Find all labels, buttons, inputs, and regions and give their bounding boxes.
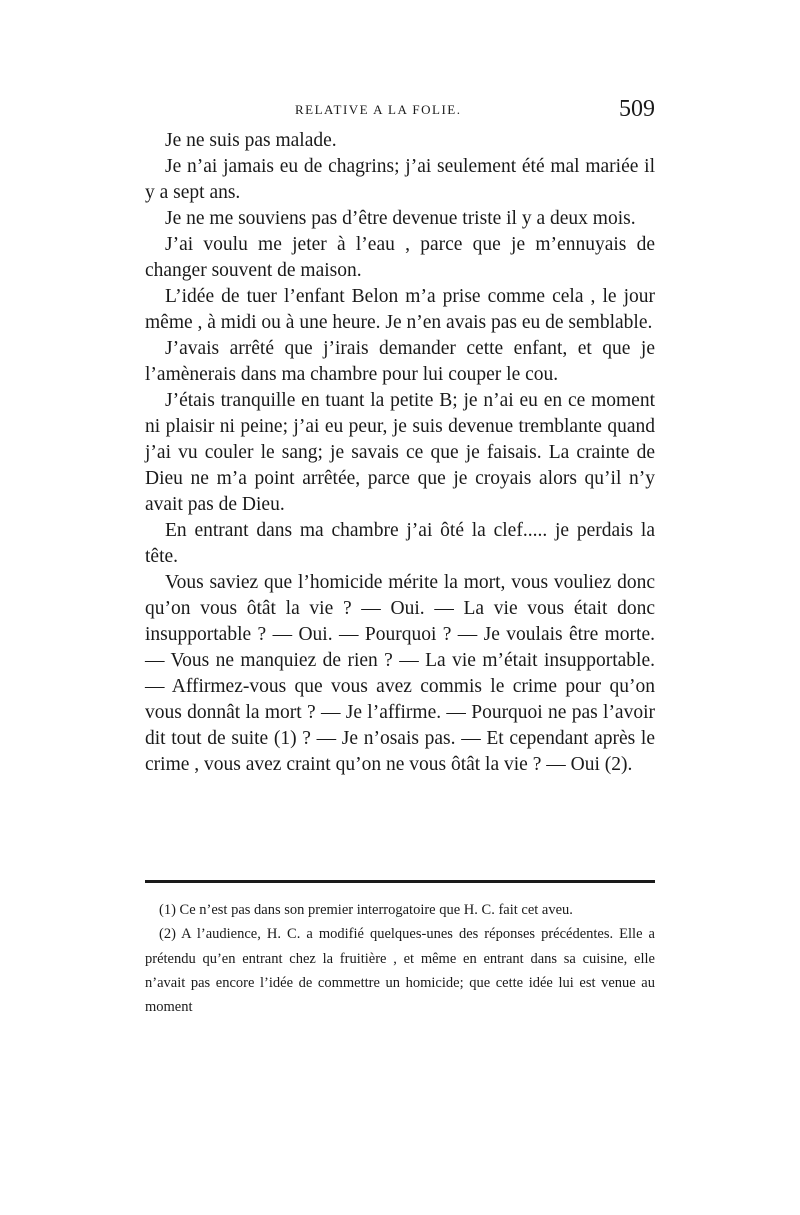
paragraph: Je ne me souviens pas d’être devenue triste il y a deux mois.: [165, 208, 636, 229]
footnotes: [145, 898, 655, 1019]
paragraph: J’étais tranquille en tuant la petite B; je n’ai eu en ce moment ni plaisir ni peine; j’ai eu peur, je suis devenue tremblante quand j’ai vu couler le sang; je savais ce que je faisais. La crainte de Dieu ne m’a point arrêtée, parce que je croyais alors qu’il n’y avait pas de Dieu.: [145, 390, 655, 515]
paragraph: En entrant dans ma chambre j’ai ôté la clef..... je perdais la tête.: [145, 520, 655, 567]
paragraph: Je ne suis pas malade.: [165, 130, 337, 151]
footnote-rule: [145, 880, 655, 883]
paragraph: J’ai voulu me jeter à l’eau , parce que je m’ennuyais de changer souvent de maison.: [145, 234, 655, 281]
paragraph: Je n’ai jamais eu de chagrins; j’ai seulement été mal mariée il y a sept ans.: [145, 156, 655, 203]
running-head: [145, 98, 655, 128]
paragraph: L’idée de tuer l’enfant Belon m’a prise comme cela , le jour même , à midi ou à une heure. Je n’en avais pas eu de semblable.: [145, 286, 655, 333]
page-number: 509: [619, 96, 655, 122]
running-title: RELATIVE A LA FOLIE.: [295, 102, 462, 117]
footnote: (1) Ce n’est pas dans son premier interrogatoire que H. C. fait cet aveu.: [159, 902, 573, 918]
body-text: [145, 128, 655, 778]
paragraph: J’avais arrêté que j’irais demander cette enfant, et que je l’amènerais dans ma chambre pour lui couper le cou.: [145, 338, 655, 385]
paragraph: Vous saviez que l’homicide mérite la mort, vous vouliez donc qu’on vous ôtât la vie ? — Oui. — La vie vous était donc insupportable ? — Oui. — Pourquoi ? — Je voulais être morte. — Vous ne manquiez de rien ? — La vie m’était insupportable. — Affirmez-vous que vous avez commis le crime pour qu’on vous donnât la mort ? — Je l’affirme. — Pourquoi ne pas l’avoir dit tout de suite (1) ? — Je n’osais pas. — Et cependant après le crime , vous avez craint qu’on ne vous ôtât la vie ? — Oui (2).: [145, 572, 655, 775]
footnote: (2) A l’audience, H. C. a modifié quelques-unes des réponses précédentes. Elle a prétendu qu’en entrant chez la fruitière , et même en entrant dans sa cuisine, elle n’avait pas encore l’idée de commettre un homicide; que cette idée lui est venue au moment: [145, 926, 655, 1016]
